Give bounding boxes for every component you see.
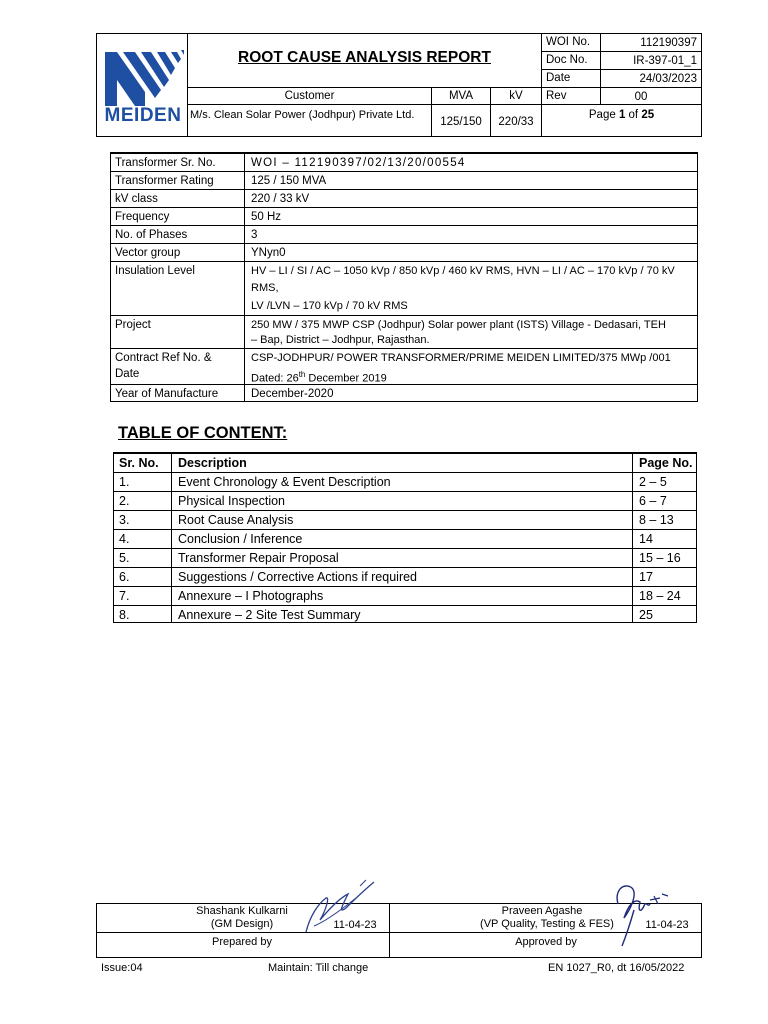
toc-sr: 7. bbox=[119, 589, 130, 603]
spec-row bbox=[111, 243, 697, 262]
spec-value: 220 / 33 kV bbox=[251, 193, 310, 205]
toc-desc: Transformer Repair Proposal bbox=[178, 551, 339, 565]
doc-no-label: Doc No. bbox=[546, 54, 588, 66]
spec-label: Year of Manufacture bbox=[115, 388, 219, 400]
toc-page: 15 – 16 bbox=[639, 551, 681, 565]
spec-label: Project bbox=[115, 319, 151, 331]
woi-label: WOI No. bbox=[546, 36, 591, 48]
approved-role: (VP Quality, Testing & FES) bbox=[480, 918, 614, 930]
toc-page: 8 – 13 bbox=[639, 513, 674, 527]
toc-page: 17 bbox=[639, 570, 653, 584]
meiden-logo bbox=[101, 46, 185, 124]
woi-value: 112190397 bbox=[640, 37, 697, 49]
transformer-spec-table bbox=[110, 152, 698, 402]
date-label: Date bbox=[546, 72, 571, 84]
page-indicator bbox=[542, 108, 701, 122]
logo-text: MEIDEN bbox=[104, 105, 182, 126]
spec-label: Vector group bbox=[115, 247, 181, 259]
spec-label: kV class bbox=[115, 193, 158, 205]
spec-label: Frequency bbox=[115, 211, 170, 223]
spec-row-insulation bbox=[111, 261, 697, 316]
approved-date: 11-04-23 bbox=[645, 919, 689, 931]
toc-page: 18 – 24 bbox=[639, 589, 681, 603]
spec-row-contract bbox=[111, 348, 697, 385]
rev-label: Rev bbox=[546, 90, 567, 102]
toc-header-row bbox=[114, 453, 696, 473]
customer-label: Customer bbox=[284, 90, 335, 102]
rev-value: 00 bbox=[634, 91, 648, 103]
toc-row[interactable] bbox=[114, 586, 696, 606]
toc-desc: Physical Inspection bbox=[178, 494, 286, 508]
toc-sr: 8. bbox=[119, 608, 130, 622]
toc-desc: Root Cause Analysis bbox=[178, 513, 294, 527]
toc-page: 2 – 5 bbox=[639, 475, 667, 489]
spec-value-line: HV – LI / SI / AC – 1050 kVp / 850 kVp / 460 kV RMS, HVN – LI / AC – 170 kVp / 70 kV bbox=[251, 265, 675, 277]
toc-row[interactable] bbox=[114, 548, 696, 568]
approved-by-caption: Approved by bbox=[515, 936, 577, 948]
spec-row bbox=[111, 189, 697, 208]
toc-header-sr: Sr. No. bbox=[119, 456, 159, 470]
footer-issue: Issue:04 bbox=[101, 962, 143, 974]
prepared-name: Shashank Kulkarni bbox=[196, 905, 288, 917]
page-total: 25 bbox=[641, 109, 655, 121]
spec-row bbox=[111, 171, 697, 190]
toc-page: 14 bbox=[639, 532, 653, 546]
spec-value: YNyn0 bbox=[251, 247, 286, 259]
page-of: of bbox=[625, 109, 642, 121]
spec-value-line: LV /LVN – 170 kVp / 70 kV RMS bbox=[251, 300, 408, 312]
mva-label: MVA bbox=[448, 90, 474, 102]
toc-row[interactable] bbox=[114, 472, 696, 492]
page-number: 1 bbox=[618, 109, 626, 121]
spec-value-line: CSP-JODHPUR/ POWER TRANSFORMER/PRIME MEIDEN LIMITED/375 MWp /001 bbox=[251, 352, 671, 364]
toc-sr: 2. bbox=[119, 494, 130, 508]
spec-value-line: – Bap, District – Jodhpur, Rajasthan. bbox=[251, 334, 430, 346]
header-table bbox=[96, 33, 702, 137]
toc-sr: 5. bbox=[119, 551, 130, 565]
toc-desc: Annexure – I Photographs bbox=[178, 589, 324, 603]
spec-value-line: RMS, bbox=[251, 282, 279, 294]
toc-row[interactable] bbox=[114, 605, 696, 625]
toc-page: 25 bbox=[639, 608, 653, 622]
toc-sr: 4. bbox=[119, 532, 130, 546]
doc-no-value: IR-397-01_1 bbox=[633, 55, 697, 67]
spec-label: Transformer Sr. No. bbox=[115, 157, 216, 169]
approved-name: Praveen Agashe bbox=[501, 905, 583, 917]
toc-row[interactable] bbox=[114, 529, 696, 549]
spec-value: WOI – 112190397/02/13/20/00554 bbox=[251, 157, 466, 169]
toc-header-page: Page No. bbox=[639, 456, 693, 470]
spec-label: Contract Ref No. & bbox=[115, 352, 212, 364]
spec-value: 125 / 150 MVA bbox=[251, 175, 327, 187]
report-title: ROOT CAUSE ANALYSIS REPORT bbox=[238, 49, 491, 66]
dated-suffix: December 2019 bbox=[305, 372, 387, 385]
prepared-by-caption: Prepared by bbox=[212, 936, 272, 948]
prepared-date: 11-04-23 bbox=[333, 919, 377, 931]
meiden-logo-mark bbox=[101, 46, 185, 108]
dated-sup: th bbox=[298, 370, 306, 379]
spec-label: Insulation Level bbox=[115, 265, 195, 277]
spec-value-line: 250 MW / 375 MWP CSP (Jodhpur) Solar power plant (ISTS) Village - Dedasari, TEH bbox=[251, 319, 666, 331]
toc-page: 6 – 7 bbox=[639, 494, 667, 508]
spec-row bbox=[111, 225, 697, 244]
toc-row[interactable] bbox=[114, 567, 696, 587]
prepared-role: (GM Design) bbox=[210, 918, 274, 930]
toc-sr: 6. bbox=[119, 570, 130, 584]
toc-desc: Suggestions / Corrective Actions if required bbox=[178, 570, 418, 584]
spec-label: No. of Phases bbox=[115, 229, 188, 241]
prepared-signature bbox=[296, 876, 380, 938]
toc-sr: 3. bbox=[119, 513, 130, 527]
mva-value: 125/150 bbox=[440, 116, 482, 128]
spec-value: 3 bbox=[251, 229, 258, 241]
toc-desc: Annexure – 2 Site Test Summary bbox=[178, 608, 361, 622]
spec-label: Transformer Rating bbox=[115, 175, 214, 187]
toc-table bbox=[113, 452, 697, 623]
spec-label: Date bbox=[115, 368, 140, 380]
kv-label: kV bbox=[509, 90, 523, 102]
toc-desc: Conclusion / Inference bbox=[178, 532, 303, 546]
dated-prefix: Dated: 26 bbox=[251, 372, 299, 385]
page-prefix: Page bbox=[588, 109, 619, 121]
toc-desc: Event Chronology & Event Description bbox=[178, 475, 391, 489]
footer-maintain: Maintain: Till change bbox=[268, 962, 369, 974]
date-value: 24/03/2023 bbox=[639, 73, 697, 85]
spec-value: December-2020 bbox=[251, 388, 334, 400]
approved-signature bbox=[604, 880, 674, 948]
spec-row bbox=[111, 207, 697, 226]
toc-row[interactable] bbox=[114, 491, 696, 511]
toc-sr: 1. bbox=[119, 475, 130, 489]
spec-value: 50 Hz bbox=[251, 211, 282, 223]
toc-heading: TABLE OF CONTENT: bbox=[118, 424, 288, 442]
spec-row bbox=[111, 384, 697, 403]
spec-row bbox=[111, 153, 697, 172]
toc-header-desc: Description bbox=[178, 456, 247, 470]
toc-row[interactable] bbox=[114, 510, 696, 530]
kv-value: 220/33 bbox=[498, 116, 534, 128]
footer-code: EN 1027_R0, dt 16/05/2022 bbox=[548, 962, 685, 974]
spec-row-project bbox=[111, 315, 697, 349]
customer-value: M/s. Clean Solar Power (Jodhpur) Private Ltd. bbox=[190, 109, 415, 121]
